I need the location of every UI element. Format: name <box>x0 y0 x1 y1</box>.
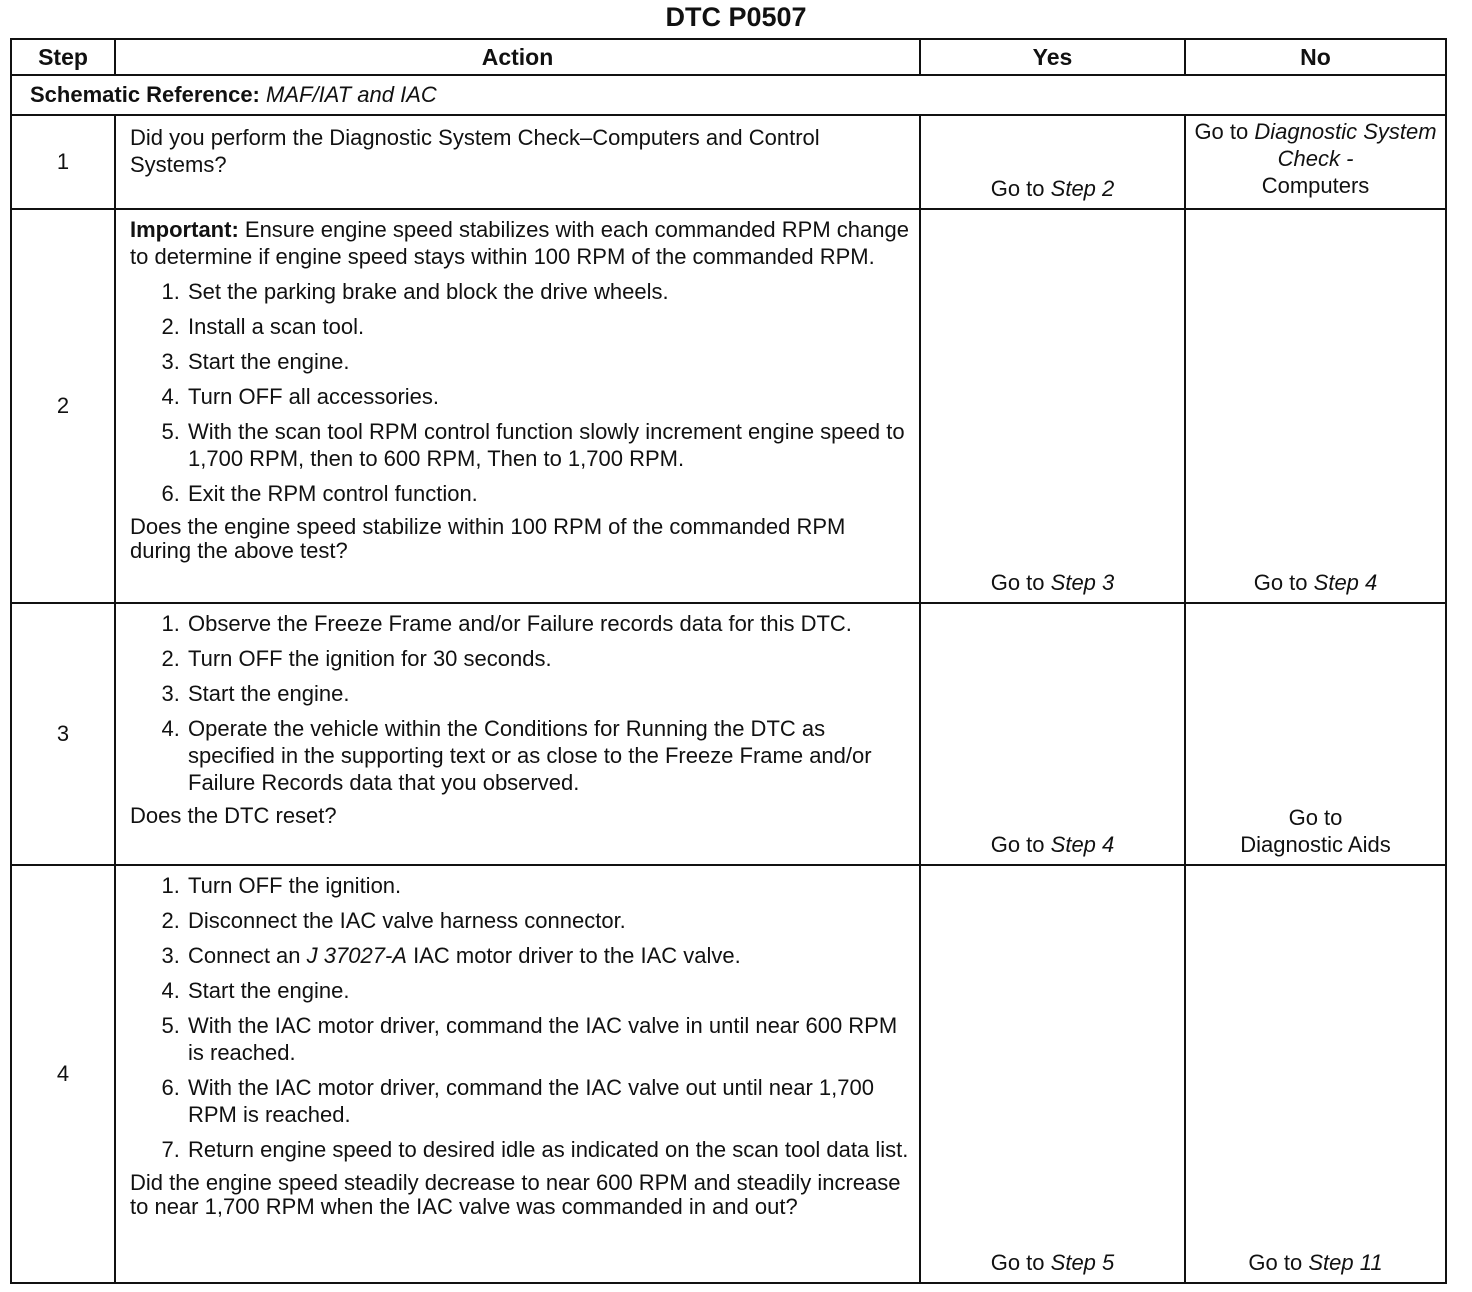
yes-step-link[interactable]: Step 5 <box>1050 1250 1115 1275</box>
schematic-label: Schematic Reference: <box>30 82 260 107</box>
important-note <box>130 216 911 270</box>
no-diagnostic-check-link[interactable]: Diagnostic System Check - <box>1254 119 1437 171</box>
item-text: IAC motor driver to the IAC valve. <box>413 943 741 968</box>
action-question: Does the DTC reset? <box>130 803 337 828</box>
diagnostic-table <box>10 38 1447 1284</box>
step-number: 4 <box>11 865 115 1283</box>
list-item: 1. Observe the Freeze Frame and/or Failure records data for this DTC. <box>186 610 916 637</box>
table-row <box>11 115 1446 209</box>
header-step: Step <box>11 39 115 75</box>
action-question: Did you perform the Diagnostic System Check–Computers and Control Systems? <box>130 125 820 177</box>
action-cell <box>115 115 920 209</box>
action-cell <box>115 865 920 1283</box>
list-item <box>186 942 911 969</box>
yes-prefix: Go to <box>990 570 1045 595</box>
no-step-link[interactable]: Step 4 <box>1313 570 1378 595</box>
list-item: 2. Turn OFF the ignition for 30 seconds. <box>186 645 916 672</box>
table-row <box>11 209 1446 603</box>
item-text: Connect an <box>188 943 301 968</box>
action-cell <box>115 603 920 865</box>
important-text: Ensure engine speed stabilizes with each commanded RPM change to determine if engine speed stays within 100 RPM of the commanded RPM. <box>130 217 909 269</box>
list-item: 6. Exit the RPM control function. <box>186 480 911 507</box>
schematic-value: MAF/IAT and IAC <box>266 82 437 107</box>
list-item: 2. Install a scan tool. <box>186 313 911 340</box>
yes-cell <box>920 865 1185 1283</box>
list-item: 1. Turn OFF the ignition. <box>186 872 911 899</box>
yes-step-link[interactable]: Step 2 <box>1050 176 1115 201</box>
list-item: 7. Return engine speed to desired idle as indicated on the scan tool data list. <box>186 1136 911 1163</box>
tool-number: J 37027-A <box>306 943 407 968</box>
list-item: 5. With the scan tool RPM control function slowly increment engine speed to 1,700 RPM, then to 600 RPM, Then to 1,700 RPM. <box>186 418 911 472</box>
list-item: 6. With the IAC motor driver, command the IAC valve out until near 1,700 RPM is reached. <box>186 1074 911 1128</box>
no-prefix: Go to <box>1248 1250 1303 1275</box>
yes-step-link[interactable]: Step 3 <box>1050 570 1115 595</box>
no-cell <box>1185 115 1446 209</box>
page-title: DTC P0507 <box>665 2 807 32</box>
no-cell <box>1185 865 1446 1283</box>
header-yes: Yes <box>920 39 1185 75</box>
no-prefix: Go to <box>1288 805 1343 830</box>
list-item: 4. Operate the vehicle within the Conditions for Running the DTC as specified in the supporting text or as close to the Freeze Frame and/or Failure Records data that you observed. <box>186 715 916 796</box>
yes-cell <box>920 603 1185 865</box>
table-row <box>11 603 1446 865</box>
action-cell <box>115 209 920 603</box>
no-step-link[interactable]: Step 11 <box>1308 1250 1383 1275</box>
no-cell <box>1185 603 1446 865</box>
no-cell <box>1185 209 1446 603</box>
schematic-row <box>11 75 1446 115</box>
procedure-list <box>130 278 911 507</box>
no-diagnostic-aids-link[interactable]: Diagnostic Aids <box>1240 832 1391 857</box>
no-suffix: Computers <box>1261 173 1370 198</box>
yes-prefix: Go to <box>990 832 1045 857</box>
header-action: Action <box>115 39 920 75</box>
procedure-list <box>130 872 911 1163</box>
list-item: 1. Set the parking brake and block the drive wheels. <box>186 278 911 305</box>
list-item: 4. Start the engine. <box>186 977 911 1004</box>
no-prefix: Go to <box>1194 119 1249 144</box>
list-item: 3. Start the engine. <box>186 680 916 707</box>
step-number: 2 <box>11 209 115 603</box>
table-row <box>11 865 1446 1283</box>
yes-prefix: Go to <box>990 1250 1045 1275</box>
yes-cell <box>920 209 1185 603</box>
procedure-list <box>130 610 916 796</box>
action-question: Did the engine speed steadily decrease to near 600 RPM and steadily increase to near 1,700 RPM when the IAC valve was commanded in and out? <box>130 1170 901 1219</box>
list-item: 3. Start the engine. <box>186 348 911 375</box>
header-row <box>11 39 1446 75</box>
important-label: Important: <box>130 217 239 242</box>
list-item: 5. With the IAC motor driver, command the IAC valve in until near 600 RPM is reached. <box>186 1012 911 1066</box>
yes-step-link[interactable]: Step 4 <box>1050 832 1115 857</box>
header-no: No <box>1185 39 1446 75</box>
yes-prefix: Go to <box>990 176 1045 201</box>
step-number: 1 <box>11 115 115 209</box>
schematic-reference <box>11 75 1446 115</box>
no-prefix: Go to <box>1253 570 1308 595</box>
list-item: 2. Disconnect the IAC valve harness connector. <box>186 907 911 934</box>
action-question: Does the engine speed stabilize within 100 RPM of the commanded RPM during the above test? <box>130 514 846 563</box>
step-number: 3 <box>11 603 115 865</box>
list-item: 4. Turn OFF all accessories. <box>186 383 911 410</box>
yes-cell <box>920 115 1185 209</box>
